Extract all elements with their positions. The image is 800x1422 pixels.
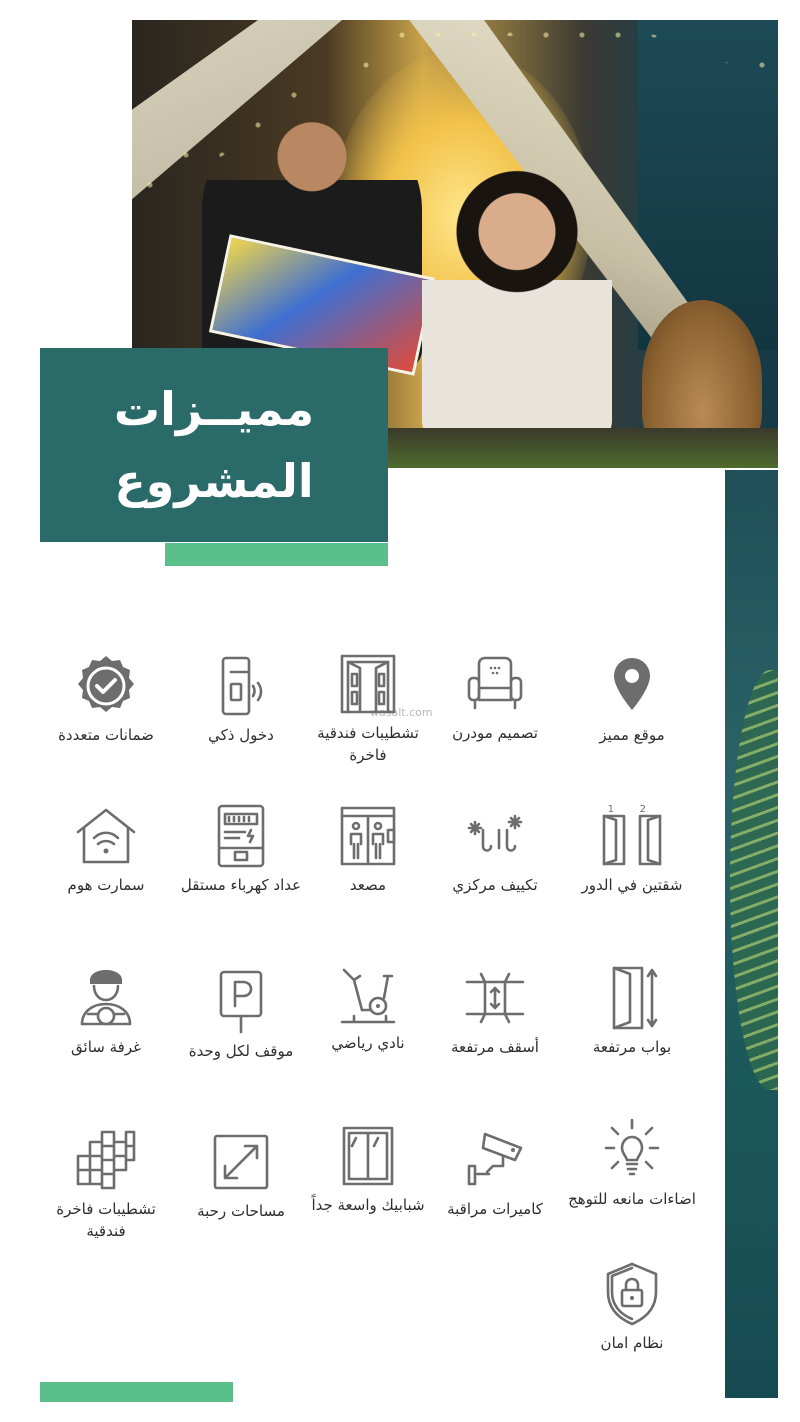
armchair-icon — [463, 652, 527, 716]
door-icon — [336, 652, 400, 716]
central-ac-icon — [463, 804, 527, 868]
guarantee-badge-icon — [74, 654, 138, 718]
electric-meter-icon — [209, 804, 273, 868]
feature-tall-doors: بواب مرتفعة — [566, 966, 698, 1058]
location-pin-icon — [600, 654, 664, 718]
two-doors-icon — [600, 804, 664, 868]
feature-driver-room: غرفة سائق — [40, 966, 172, 1058]
feature-guarantees: ضمانات متعددة — [40, 654, 172, 746]
feature-location: موقع مميز — [566, 654, 698, 746]
title-line-2: المشروع — [114, 454, 314, 508]
feature-luxury-finishes: تشطيبات فاخرة فندقية — [40, 1128, 172, 1242]
feature-high-ceilings: أسقف مرتفعة — [429, 966, 561, 1058]
feature-central-ac: تكييف مركزي — [429, 804, 561, 896]
parking-icon — [209, 970, 273, 1034]
feature-cctv: كاميرات مراقبة — [429, 1128, 561, 1220]
feature-spacious: مساحات رحبة — [175, 1130, 307, 1222]
driver-icon — [74, 966, 138, 1030]
side-decor-strip — [725, 470, 778, 1398]
svg-text:2: 2 — [639, 804, 646, 815]
svg-text:1: 1 — [607, 804, 614, 815]
watermark: wasalt.com — [370, 706, 433, 719]
title-box — [40, 348, 388, 542]
window-icon — [336, 1124, 400, 1188]
title-line-1: مميــزات — [113, 382, 315, 436]
feature-parking: موقف لكل وحدة — [175, 970, 307, 1062]
feature-wide-windows: شبابيك واسعة جداً — [302, 1124, 434, 1216]
title-accent-bar — [165, 543, 388, 566]
feature-smart-home: سمارت هوم — [40, 804, 172, 896]
feature-security-system: نظام امان — [566, 1262, 698, 1354]
tiles-icon — [74, 1128, 138, 1192]
light-bulb-icon — [600, 1118, 664, 1182]
feature-elevator: مصعد — [302, 804, 434, 896]
feature-anti-glare-lights: اضاءات مانعه للتوهج — [566, 1118, 698, 1210]
bottom-accent-bar — [40, 1382, 233, 1402]
smart-home-icon — [74, 804, 138, 868]
palm-leaf — [730, 670, 778, 1090]
feature-smart-entry: دخول ذكي — [175, 654, 307, 746]
smart-lock-icon — [209, 654, 273, 718]
tall-door-icon — [600, 966, 664, 1030]
security-shield-icon — [600, 1262, 664, 1326]
daughter-figure — [422, 170, 612, 450]
cctv-camera-icon — [463, 1128, 527, 1192]
feature-two-apartments: 1 2 شقتين في الدور — [581, 804, 683, 894]
high-ceiling-icon — [463, 966, 527, 1030]
spacious-area-icon — [209, 1130, 273, 1194]
feature-electric-meter: عداد كهرباء مستقل — [175, 804, 307, 896]
elevator-icon — [336, 804, 400, 868]
exercise-bike-icon — [336, 962, 400, 1026]
feature-gym: نادي رياضي — [302, 962, 434, 1054]
feature-modern-design: تصميم مودرن — [429, 652, 561, 744]
feature-hotel-finishes: تشطيبات فندقية فاخرة — [302, 652, 434, 766]
